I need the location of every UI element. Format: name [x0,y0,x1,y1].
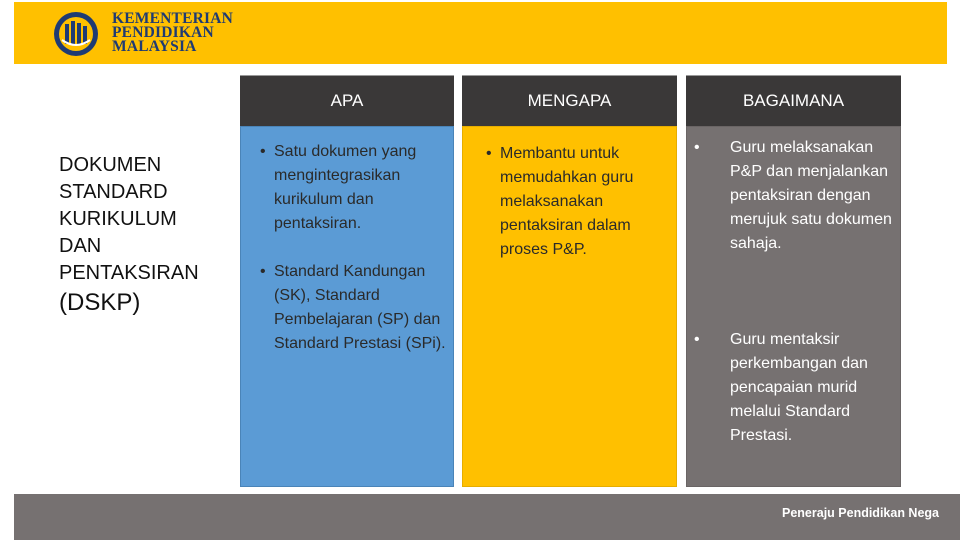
title-line: PENTAKSIRAN [59,262,199,284]
bullet-dot: • [260,143,266,160]
bagaimana-bullet [694,328,895,448]
title-line: STANDARD [59,181,168,203]
logo-text [112,12,233,54]
bullet-text: Guru melaksanakan P&P dan menjalankan pentaksiran dengan merujuk satu dokumen sahaja. [730,139,892,252]
document-title [59,152,229,319]
apa-bullet [260,140,449,236]
title-line: DOKUMEN [59,154,162,176]
bullet-dot: • [694,331,700,348]
bagaimana-panel [686,126,901,487]
apa-heading: APA [240,75,454,126]
mengapa-heading: MENGAPA [462,75,677,126]
mengapa-bullet [486,142,668,262]
logo-line: PENDIDIKAN [112,24,214,41]
bagaimana-heading: BAGAIMANA [686,75,901,126]
logo-line: KEMENTERIAN [112,10,234,27]
ministry-logo [52,8,252,60]
bullet-text: Membantu untuk memudahkan guru melaksanakan pentaksiran dalam proses P&P. [500,145,634,258]
mengapa-panel [462,126,677,487]
title-abbreviation: (DSKP) [59,289,141,316]
apa-panel [240,126,454,487]
bullet-text: Satu dokumen yang mengintegrasikan kurikulum dan pentaksiran. [274,143,417,232]
bullet-dot: • [260,263,266,280]
ministry-emblem-icon [52,10,100,58]
logo-line: MALAYSIA [112,38,197,55]
title-line: KURIKULUM [59,208,177,230]
bullet-dot: • [486,145,492,162]
bagaimana-bullet [694,136,895,256]
title-line: DAN [59,235,102,257]
footer-tagline: Peneraju Pendidikan Nega [782,506,939,520]
bullet-dot: • [694,139,700,156]
apa-bullet [260,260,449,356]
bullet-text: Guru mentaksir perkembangan dan pencapaian murid melalui Standard Prestasi. [730,331,868,444]
bullet-text: Standard Kandungan (SK), Standard Pembelajaran (SP) dan Standard Prestasi (SPi). [274,263,446,352]
